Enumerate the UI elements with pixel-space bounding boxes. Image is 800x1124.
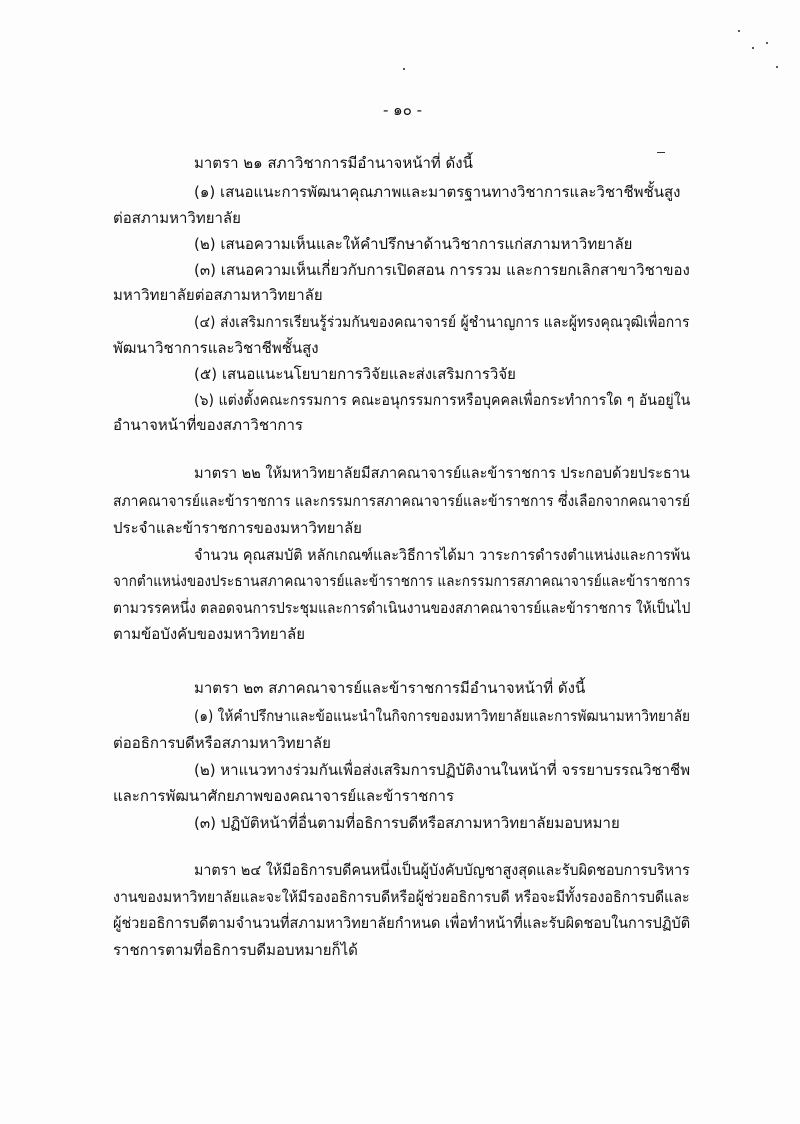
section-23-item-2-line-1: (๒) หาแนวทางร่วมกันเพื่อส่งเสริมการปฏิบัติงานในหน้าที่ จรรยาบรรณวิชาชีพ (194, 761, 691, 779)
section-22-para-2-line-1: จำนวน คุณสมบัติ หลักเกณฑ์และวิธีการได้มา วาระการดำรงตำแหน่งและการพ้น (194, 546, 691, 564)
section-22-para-2-line-2: จากตำแหน่งของประธานสภาคณาจารย์และข้าราชการ และกรรมการสภาคณาจารย์และข้าราชการ (113, 572, 691, 590)
section-23-heading: มาตรา ๒๓ สภาคณาจารย์และข้าราชการมีอำนาจหน้าที่ ดังนี้ (194, 679, 586, 697)
section-24-line-2: งานของมหาวิทยาลัยและจะให้มีรองอธิการบดีหรือผู้ช่วยอธิการบดี หรือจะมีทั้งรองอธิการบดีและ (113, 888, 690, 906)
section-22-line-3: ประจำและข้าราชการของมหาวิทยาลัย (113, 519, 362, 537)
section-23-item-3: (๓) ปฏิบัติหน้าที่อื่นตามที่อธิการบดีหรือสภามหาวิทยาลัยมอบหมาย (194, 814, 620, 832)
scan-mark (657, 152, 665, 153)
section-23-item-1-line-1: (๑) ให้คำปรึกษาและข้อแนะนำในกิจการของมหาวิทยาลัยและการพัฒนามหาวิทยาลัย (194, 707, 691, 725)
scan-speck (738, 30, 740, 32)
scan-speck (403, 68, 405, 70)
section-23-item-1-line-2: ต่ออธิการบดีหรือสภามหาวิทยาลัย (113, 734, 331, 752)
section-22-line-1: มาตรา ๒๒ ให้มหาวิทยาลัยมีสภาคณาจารย์และข้าราชการ ประกอบด้วยประธาน (194, 464, 690, 482)
section-22-para-2-line-3: ตามวรรคหนึ่ง ตลอดจนการประชุมและการดำเนินงานของสภาคณาจารย์และข้าราชการ ให้เป็นไป (113, 599, 691, 617)
scan-speck (766, 42, 768, 44)
scan-speck (776, 66, 778, 68)
section-22-para-2-line-4: ตามข้อบังคับของมหาวิทยาลัย (113, 625, 306, 643)
section-21-item-5: (๕) เสนอแนะนโยบายการวิจัยและส่งเสริมการวิจัย (194, 365, 516, 383)
page-number: - ๑๐ - (383, 101, 423, 119)
section-21-item-4-line-2: พัฒนาวิชาการและวิชาชีพชั้นสูง (113, 339, 319, 357)
section-21-item-1-line-2: ต่อสภามหาวิทยาลัย (113, 209, 241, 227)
section-21-item-3-line-1: (๓) เสนอความเห็นเกี่ยวกับการเปิดสอน การรวม และการยกเลิกสาขาวิชาของ (194, 261, 690, 279)
section-24-line-3: ผู้ช่วยอธิการบดีตามจำนวนที่สภามหาวิทยาลัยกำหนด เพื่อทำหน้าที่และรับผิดชอบในการปฏิบัติ (113, 914, 691, 932)
section-22-line-2: สภาคณาจารย์และข้าราชการ และกรรมการสภาคณาจารย์และข้าราชการ ซึ่งเลือกจากคณาจารย์ (113, 492, 691, 510)
section-23-item-2-line-2: และการพัฒนาศักยภาพของคณาจารย์และข้าราชการ (113, 787, 455, 805)
scan-speck (752, 47, 754, 49)
section-21-item-2: (๒) เสนอความเห็นและให้คำปรึกษาด้านวิชาการแก่สภามหาวิทยาลัย (194, 235, 633, 253)
section-21-item-4-line-1: (๔) ส่งเสริมการเรียนรู้ร่วมกันของคณาจารย์ ผู้ชำนาญการ และผู้ทรงคุณวุฒิเพื่อการ (194, 313, 690, 331)
section-21-heading: มาตรา ๒๑ สภาวิชาการมีอำนาจหน้าที่ ดังนี้ (194, 154, 473, 172)
section-21-item-3-line-2: มหาวิทยาลัยต่อสภามหาวิทยาลัย (113, 286, 323, 304)
section-21-item-6-line-2: อำนาจหน้าที่ของสภาวิชาการ (113, 416, 303, 434)
section-21-item-6-line-1: (๖) แต่งตั้งคณะกรรมการ คณะอนุกรรมการหรือบุคคลเพื่อกระทำการใด ๆ อันอยู่ใน (194, 391, 691, 409)
section-21-item-1-line-1: (๑) เสนอแนะการพัฒนาคุณภาพและมาตรฐานทางวิชาการและวิชาชีพชั้นสูง (194, 183, 681, 201)
section-24-line-4: ราชการตามที่อธิการบดีมอบหมายก็ได้ (113, 941, 358, 959)
section-24-line-1: มาตรา ๒๔ ให้มีอธิการบดีคนหนึ่งเป็นผู้บังคับบัญชาสูงสุดและรับผิดชอบการบริหาร (194, 861, 690, 879)
